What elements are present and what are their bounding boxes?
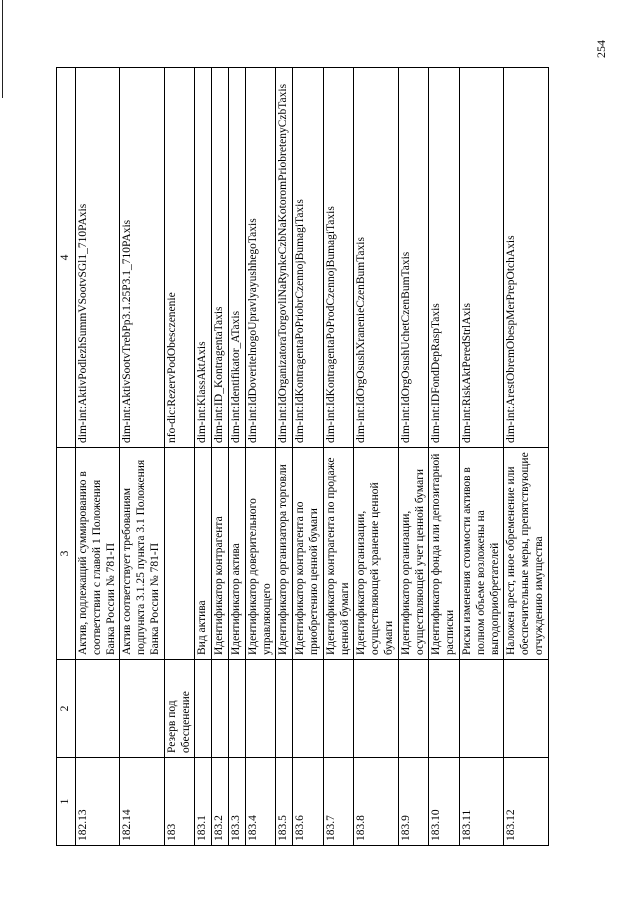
cell-c2 bbox=[398, 660, 429, 758]
cell-c2: Резерв под обесценение bbox=[164, 660, 195, 758]
cell-c4: dim-int:IdKontragentaPoPriobrCzennojBumagiTaxis bbox=[293, 68, 324, 448]
classification-table bbox=[56, 67, 549, 846]
cell-c2 bbox=[212, 660, 229, 758]
cell-c4: dim-int:AktivPodlezhSummVSootvSGl1_710PAxis bbox=[76, 68, 120, 448]
table-row bbox=[245, 68, 276, 846]
cell-c2 bbox=[429, 660, 460, 758]
cell-c2 bbox=[459, 660, 503, 758]
cell-c1: 183.7 bbox=[323, 758, 354, 846]
table-row bbox=[195, 68, 212, 846]
cell-c3: Идентификатор доверительного управляющего bbox=[245, 448, 276, 660]
header-col-4: 4 bbox=[57, 68, 76, 448]
cell-c4: dim-int:ID_KontragentaTaxis bbox=[212, 68, 229, 448]
cell-c2 bbox=[76, 660, 120, 758]
cell-c3: Идентификатор организации, осуществляющей учет ценной бумаги bbox=[398, 448, 429, 660]
table-row bbox=[120, 68, 164, 846]
cell-c4: dim-int:RiskAktPeredStrlAxis bbox=[459, 68, 503, 448]
cell-c1: 183.9 bbox=[398, 758, 429, 846]
cell-c1: 183.1 bbox=[195, 758, 212, 846]
edge-line bbox=[2, 0, 3, 98]
table-row bbox=[354, 68, 398, 846]
cell-c2 bbox=[245, 660, 276, 758]
cell-c4: dim-int:ArestObremObespMerPrepOtchAxis bbox=[504, 68, 548, 448]
table-row bbox=[398, 68, 429, 846]
cell-c3: Наложен арест, иное обременение или обеспечительные меры, препятствующие отчуждению имущества bbox=[504, 448, 548, 660]
cell-c2 bbox=[354, 660, 398, 758]
table-row bbox=[323, 68, 354, 846]
cell-c3: Идентификатор актива bbox=[228, 448, 245, 660]
cell-c1: 183.6 bbox=[293, 758, 324, 846]
table-row bbox=[429, 68, 460, 846]
cell-c2 bbox=[293, 660, 324, 758]
table-row bbox=[504, 68, 548, 846]
cell-c3: Идентификатор фонда или депозитарной расписки bbox=[429, 448, 460, 660]
table-row bbox=[228, 68, 245, 846]
rotated-table-container bbox=[56, 68, 586, 846]
table-body bbox=[76, 68, 549, 846]
table-row bbox=[164, 68, 195, 846]
table-row bbox=[293, 68, 324, 846]
cell-c2 bbox=[504, 660, 548, 758]
cell-c2 bbox=[195, 660, 212, 758]
cell-c1: 183.5 bbox=[276, 758, 293, 846]
cell-c2 bbox=[120, 660, 164, 758]
cell-c1: 183.11 bbox=[459, 758, 503, 846]
header-row bbox=[57, 68, 76, 846]
cell-c3 bbox=[164, 448, 195, 660]
cell-c3: Идентификатор организатора торговли bbox=[276, 448, 293, 660]
cell-c4: dim-int:AktivSootvTrebPp3.1.25P3.1_710PAxis bbox=[120, 68, 164, 448]
cell-c4: nfo-dic:RezervPodObesczenenie bbox=[164, 68, 195, 448]
cell-c3: Идентификатор контрагента bbox=[212, 448, 229, 660]
cell-c1: 183.10 bbox=[429, 758, 460, 846]
cell-c4: dim-int:IdOrgOsushXranenieCzenBumTaxis bbox=[354, 68, 398, 448]
cell-c2 bbox=[228, 660, 245, 758]
cell-c1: 183.8 bbox=[354, 758, 398, 846]
cell-c3: Идентификатор контрагента по продаже ценной бумаги bbox=[323, 448, 354, 660]
table-row bbox=[212, 68, 229, 846]
cell-c4: dim-int:IdOrgOsushUchetCzenBumTaxis bbox=[398, 68, 429, 448]
cell-c1: 183.4 bbox=[245, 758, 276, 846]
cell-c1: 183.12 bbox=[504, 758, 548, 846]
header-col-2: 2 bbox=[57, 660, 76, 758]
cell-c4: dim-int:IdDoveritelnogoUpravlyayushhegoTaxis bbox=[245, 68, 276, 448]
cell-c3: Идентификатор организации, осуществляющей хранение ценной бумаги bbox=[354, 448, 398, 660]
cell-c3: Идентификатор контрагента по приобретению ценной бумаги bbox=[293, 448, 324, 660]
cell-c1: 183.3 bbox=[228, 758, 245, 846]
cell-c3: Вид актива bbox=[195, 448, 212, 660]
cell-c4: dim-int:IDFondDepRaspTaxis bbox=[429, 68, 460, 448]
cell-c1: 183 bbox=[164, 758, 195, 846]
table-row bbox=[276, 68, 293, 846]
cell-c4: dim-int:Identifikator_ATaxis bbox=[228, 68, 245, 448]
header-col-1: 1 bbox=[57, 758, 76, 846]
table-row bbox=[76, 68, 120, 846]
cell-c2 bbox=[323, 660, 354, 758]
table-row bbox=[459, 68, 503, 846]
cell-c3: Актив, подлежащий суммированию в соответствии с главой 1 Положения Банка России № 781-П bbox=[76, 448, 120, 660]
cell-c1: 183.2 bbox=[212, 758, 229, 846]
cell-c3: Риски изменения стоимости активов в полном объеме возложены на выгодоприобретателей bbox=[459, 448, 503, 660]
cell-c3: Актив соответствует требованиям подпункта 3.1.25 пункта 3.1 Положения Банка России № 781-П bbox=[120, 448, 164, 660]
cell-c1: 182.13 bbox=[76, 758, 120, 846]
page-number: 254 bbox=[594, 40, 608, 58]
cell-c4: dim-int:KlassAktAxis bbox=[195, 68, 212, 448]
header-col-3: 3 bbox=[57, 448, 76, 660]
cell-c1: 182.14 bbox=[120, 758, 164, 846]
cell-c2 bbox=[276, 660, 293, 758]
cell-c4: dim-int:IdKontragentaPoProdCzennojBumagiTaxis bbox=[323, 68, 354, 448]
cell-c4: dim-int:IdOrganizatoraTorgovliNaRynkeCzbNaKotoromPriobretenyCzbTaxis bbox=[276, 68, 293, 448]
